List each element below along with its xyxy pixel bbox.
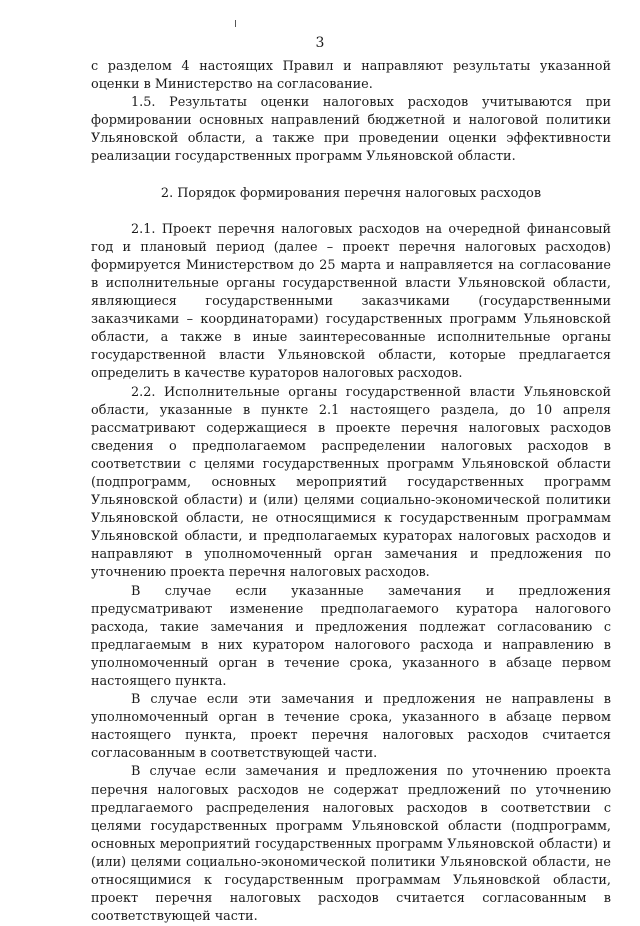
- paragraph: с разделом 4 настоящих Правил и направляют результаты указанной оценки в Министерство на согласование.: [91, 59, 611, 93]
- paragraph: В случае если указанные замечания и предложения предусматривают изменение предполагаемого куратора налогового расхода, такие замечания и предложения подлежат согласованию с предлагаемым в них куратором налогового расхода и направлению в уполномоченный орган в течение срока, указанного в абзаце первом настоящего пункта.: [91, 583, 611, 689]
- paragraph: В случае если эти замечания и предложения не направлены в уполномоченный орган в течение срока, указанного в абзаце первом настоящего пункта, проект перечня налоговых расходов считается согласованным в соответствующей части.: [91, 692, 611, 762]
- section-title: 2. Порядок формирования перечня налоговых расходов: [160, 185, 542, 201]
- paragraph: 2.2. Исполнительные органы государственной власти Ульяновской области, указанные в пункте 2.1 настоящего раздела, до 10 апреля рассматривают содержащиеся в проекте перечня налоговых расходов сведения о предполагаемом распределении налоговых расходов в соответствии с целями государственных программ Ульяновской области (подпрограмм, основных мероприятий государственных программ Ульяновской области) и (или) целями социально-экономической политики Ульяновской области, не относящимися к государственным программам Ульяновской области, и предполагаемых кураторах налоговых расходов и направляют в уполномоченный орган замечания и предложения по уточнению проекта перечня налоговых расходов.: [91, 384, 611, 581]
- paragraph: 1.5. Результаты оценки налоговых расходов учитываются при формировании основных направлений бюджетной и налоговой политики Ульяновской области, а также при проведении оценки эффективности реализации государственных программ Ульяновской области.: [91, 95, 611, 165]
- paragraph: В случае если замечания и предложения по уточнению проекта перечня налоговых расходов не содержат предложений по уточнению предлагаемого распределения налоговых расходов в соответствии с целями государственных программ Ульяновской области (подпрограмм, основных мероприятий государственных программ Ульяновской области) и (или) целями социально-экономической политики Ульяновской области, не относящимися к государственным программам Ульяновской области, проект перечня налоговых расходов считается согласованным в соответствующей части.: [91, 764, 611, 925]
- page-number: 3: [315, 35, 325, 51]
- paragraph: 2.1. Проект перечня налоговых расходов на очередной финансовый год и плановый период (далее – проект перечня налоговых расходов) формируется Министерством до 25 марта и направляется на согласование в исполнительные органы государственной власти Ульяновской области, являющиеся государственными заказчиками (государственными заказчиками – координаторами) государственных программ Ульяновской области, а также в иные заинтересованные исполнительные органы государственной власти Ульяновской области, которые предлагается определить в качестве кураторов налоговых расходов.: [91, 221, 611, 382]
- scan-artifact: [235, 20, 236, 27]
- document-body: [91, 58, 611, 926]
